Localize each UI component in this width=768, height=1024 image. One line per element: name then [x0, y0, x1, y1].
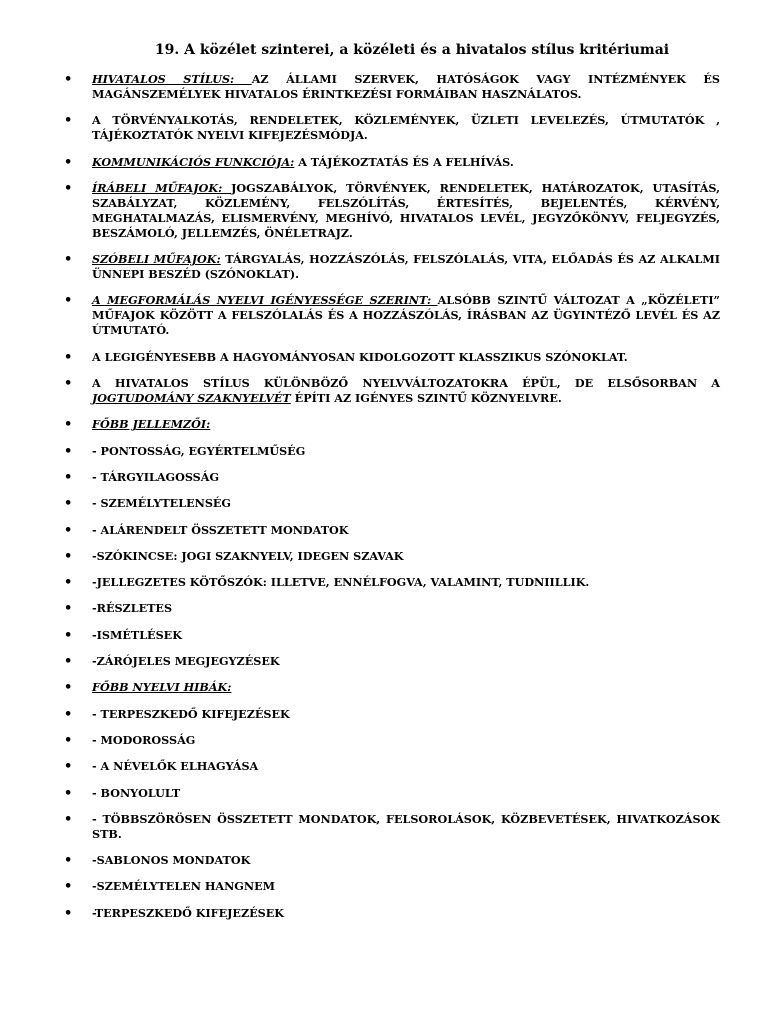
- list-item: [64, 707, 720, 722]
- list-item: [64, 628, 720, 643]
- list-item: [64, 759, 720, 774]
- underlined-heading: JOGTUDOMÁNY SZAKNYELVÉT: [92, 391, 291, 406]
- list-item: [64, 72, 720, 102]
- list-item: [64, 879, 720, 894]
- item-text: ÉPÍTI AZ IGÉNYES SZINTŰ KÖZNYELVRE.: [290, 391, 562, 406]
- item-text: - MODOROSSÁG: [92, 732, 196, 747]
- list-item: [64, 293, 720, 338]
- underlined-heading: KOMMUNIKÁCIÓS FUNKCIÓJA:: [92, 154, 295, 169]
- list-item: [64, 417, 720, 432]
- list-item: [64, 549, 720, 564]
- list-item: [64, 654, 720, 669]
- list-item: [64, 496, 720, 511]
- item-text: A LEGIGÉNYESEBB A HAGYOMÁNYOSAN KIDOLGOZOTT KLASSZIKUS SZÓNOKLAT.: [92, 349, 628, 364]
- list-item: [64, 906, 720, 921]
- item-text: A HIVATALOS STÍLUS KÜLÖNBÖZŐ NYELVVÁLTOZATOKRA ÉPÜL, DE ELSŐSORBAN A: [92, 376, 720, 391]
- underlined-heading: ÍRÁBELI MŰFAJOK:: [92, 180, 232, 195]
- item-text: - ALÁRENDELT ÖSSZETETT MONDATOK: [92, 522, 349, 537]
- list-item: [64, 601, 720, 616]
- underlined-heading: FŐBB NYELVI HIBÁK:: [92, 680, 232, 695]
- list-item: [64, 786, 720, 801]
- list-item: [64, 181, 720, 241]
- item-text: - TÖBBSZÖRÖSEN ÖSSZETETT MONDATOK, FELSOROLÁSOK, KÖZBEVETÉSEK, HIVATKOZÁSOK STB.: [92, 811, 720, 841]
- item-text: -TERPESZKEDŐ KIFEJEZÉSEK: [92, 905, 284, 920]
- item-text: -SABLONOS MONDATOK: [92, 853, 251, 868]
- item-text: TÁRGYALÁS, HOZZÁSZÓLÁS, FELSZÓLALÁS, VITA, ELŐADÁS ÉS AZ ALKALMI ÜNNEPI BESZÉD (SZÓNOKLAT).: [92, 252, 721, 282]
- item-text: - TÁRGYILAGOSSÁG: [92, 469, 219, 484]
- item-text: -ZÁRÓJELES MEGJEGYZÉSEK: [92, 654, 280, 669]
- item-text: A TÁJÉKOZTATÁS ÉS A FELHÍVÁS.: [294, 154, 514, 169]
- list-item: [64, 575, 720, 590]
- list-item: [64, 113, 720, 143]
- document-title: 19. A közélet szinterei, a közéleti és a hivatalos stílus kritériumai: [154, 42, 670, 58]
- item-text: -JELLEGZETES KÖTŐSZÓK: ILLETVE, ENNÉLFOGVA, VALAMINT, TUDNIILLIK.: [92, 575, 590, 590]
- underlined-heading: SZÓBELI MŰFAJOK:: [92, 252, 221, 267]
- list-item: [64, 733, 720, 748]
- item-text: -SZÓKINCSE: JOGI SZAKNYELV, IDEGEN SZAVAK: [92, 548, 404, 563]
- bullet-list: [64, 72, 720, 921]
- item-text: -SZEMÉLYTELEN HANGNEM: [92, 879, 275, 894]
- list-item: [64, 252, 720, 282]
- item-text: - BONYOLULT: [92, 785, 181, 800]
- list-item: [64, 523, 720, 538]
- underlined-heading: HIVATALOS STÍLUS:: [92, 72, 252, 86]
- item-text: - A NÉVELŐK ELHAGYÁSA: [92, 759, 259, 774]
- item-text: - SZEMÉLYTELENSÉG: [92, 496, 231, 511]
- item-text: - PONTOSSÁG, EGYÉRTELMŰSÉG: [92, 443, 306, 458]
- list-item: [64, 444, 720, 459]
- list-item: [64, 853, 720, 868]
- list-item: [64, 155, 720, 170]
- item-text: ALSÓBB SZINTŰ VÁLTOZAT A „KÖZÉLETI” MŰFAJOK KÖZÖTT A FELSZÓLALÁS ÉS A HOZZÁSZÓLÁS, ÍRÁSBAN AZ ÜGYINTÉZŐ LEVÉL ÉS AZ ÚTMUTATÓ.: [92, 293, 720, 338]
- item-text: JOGSZABÁLYOK, TÖRVÉNYEK, RENDELETEK, HATÁROZATOK, UTASÍTÁS, SZABÁLYZAT, KÖZLEMÉNY, FELSZÓLÍTÁS, ÉRTESÍTÉS, BEJELENTÉS, KÉRVÉNY, MEGHATALMAZÁS, ELISMERVÉNY, MEGHÍVÓ, HIVATALOS LEVÉL, JEGYZŐKÖNYV, FELJEGYZÉS, BESZÁMOLÓ, JELLEMZÉS, ÖNÉLETRAJZ.: [92, 180, 720, 240]
- item-text: AZ ÁLLAMI SZERVEK, HATÓSÁGOK VAGY INTÉZMÉNYEK ÉS MAGÁNSZEMÉLYEK HIVATALOS ÉRINTKEZÉSI FORMÁIBAN HASZNÁLATOS.: [92, 72, 721, 101]
- item-text: -ISMÉTLÉSEK: [92, 627, 182, 642]
- item-text: - TERPESZKEDŐ KIFEJEZÉSEK: [92, 706, 290, 721]
- list-item: [64, 350, 720, 365]
- underlined-heading: FŐBB JELLEMZŐI:: [92, 417, 211, 432]
- item-text: A TÖRVÉNYALKOTÁS, RENDELETEK, KÖZLEMÉNYEK, ÜZLETI LEVELEZÉS, ÚTMUTATÓK , TÁJÉKOZTATÓK NYELVI KIFEJEZÉSMÓDJA.: [92, 113, 720, 143]
- list-item: [64, 812, 720, 842]
- list-item: [64, 376, 720, 406]
- underlined-heading: A MEGFORMÁLÁS NYELVI IGÉNYESSÉGE SZERINT:: [92, 293, 438, 308]
- list-item: [64, 680, 720, 695]
- item-text: -RÉSZLETES: [92, 601, 173, 616]
- list-item: [64, 470, 720, 485]
